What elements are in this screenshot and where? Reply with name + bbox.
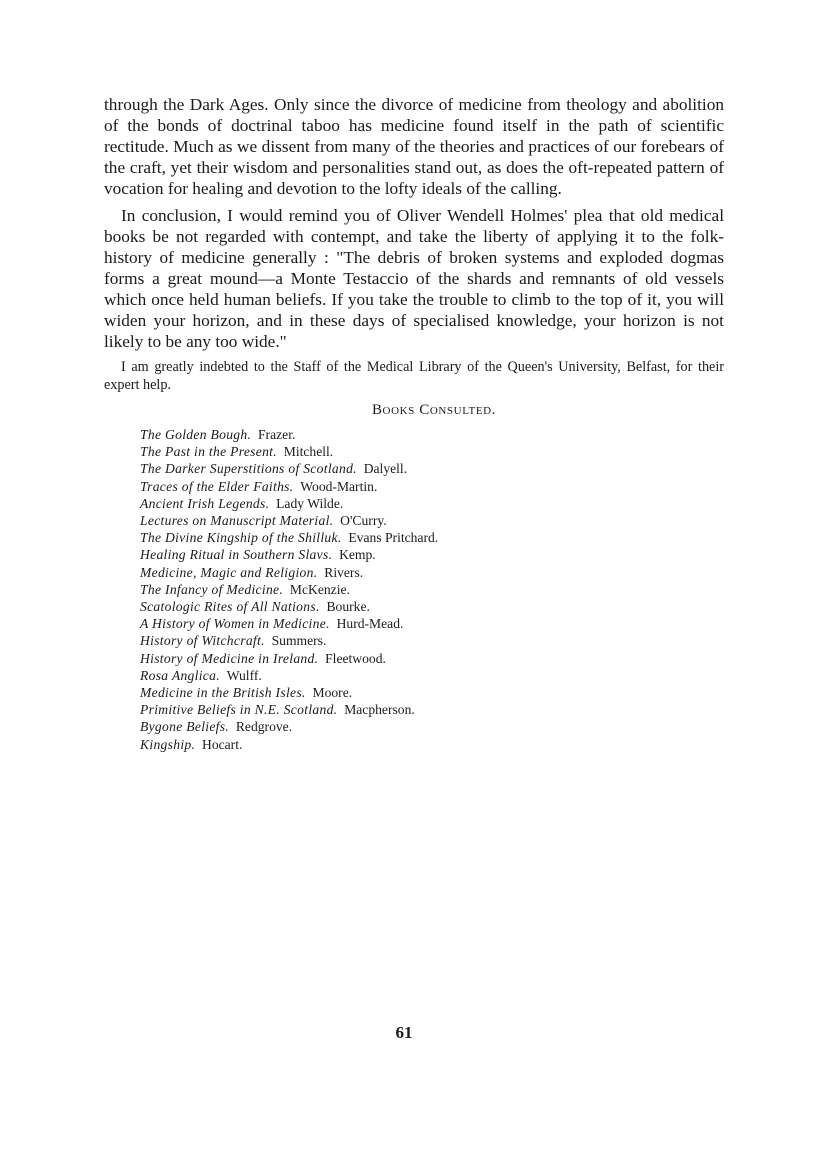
book-title: History of Witchcraft.: [140, 633, 265, 649]
book-title: Rosa Anglica.: [140, 667, 220, 683]
book-title: Primitive Beliefs in N.E. Scotland.: [140, 702, 338, 718]
book-title: Medicine in the British Isles.: [140, 685, 306, 701]
book-author: Evans Pritchard.: [348, 530, 439, 546]
book-author: Kemp.: [339, 547, 376, 563]
book-entry: [140, 701, 724, 718]
book-title: The Divine Kingship of the Shilluk.: [140, 530, 342, 546]
acknowledgement: I am greatly indebted to the Staff of the Medical Library of the Queen's University, Belfast, for their expert help.: [104, 359, 724, 393]
page-number: 61: [395, 1023, 413, 1042]
page-body: [104, 94, 724, 753]
book-author: Hurd-Mead.: [336, 616, 404, 632]
book-author: Hocart.: [202, 736, 243, 752]
book-title: The Golden Bough.: [140, 427, 252, 442]
book-title: Lectures on Manuscript Material.: [140, 513, 334, 529]
book-title: Healing Ritual in Southern Slavs.: [140, 547, 333, 563]
book-entry: [140, 426, 724, 443]
book-entry: [140, 684, 724, 701]
book-entry: [140, 443, 724, 460]
book-author: Bourke.: [326, 599, 370, 615]
book-title: Scatologic Rites of All Nations.: [140, 599, 320, 615]
body-paragraph-1: through the Dark Ages. Only since the divorce of medicine from theology and abolition of the bonds of doctrinal taboo has medicine found itself in the path of scientific rectitude. Much as we dissent from many of the theories and practices of our forebears of the craft, yet their wisdom and personalities stand out, as does the oft-repeated pattern of vocation for healing and devotion to the lofty ideals of the calling.: [104, 95, 724, 198]
book-author: Dalyell.: [363, 461, 408, 477]
books-consulted-list: [140, 426, 724, 753]
book-entry: [140, 460, 724, 477]
book-author: Moore.: [312, 685, 353, 701]
book-entry: [140, 529, 724, 546]
book-author: O'Curry.: [340, 513, 387, 529]
book-author: Macpherson.: [344, 702, 415, 718]
book-entry: [140, 581, 724, 598]
book-title: The Darker Superstitions of Scotland.: [140, 461, 357, 477]
book-author: Summers.: [271, 633, 327, 649]
book-author: Lady Wilde.: [276, 495, 344, 511]
book-entry: [140, 736, 724, 753]
book-entry: [140, 650, 724, 667]
book-author: Mitchell.: [283, 444, 334, 460]
book-title: The Past in the Present.: [140, 444, 277, 460]
book-entry: [140, 615, 724, 632]
book-entry: [140, 564, 724, 581]
book-entry: [140, 478, 724, 495]
book-entry: [140, 598, 724, 615]
book-author: Rivers.: [324, 564, 364, 580]
book-author: Redgrove.: [235, 719, 293, 735]
book-title: A History of Women in Medicine.: [140, 616, 330, 632]
body-paragraph-2: In conclusion, I would remind you of Oliver Wendell Holmes' plea that old medical books be not regarded with contempt, and take the liberty of applying it to the folk-history of medicine generally : "The debris of broken systems and exploded dogmas forms a great mound—a Monte Testaccio of the shards and remnants of old vessels which once held human beliefs. If you take the trouble to climb to the top of it, you will widen your horizon, and in these days of specialised knowledge, your horizon is not likely to be any too wide.": [104, 206, 724, 351]
book-title: Ancient Irish Legends.: [140, 495, 270, 511]
book-author: Fleetwood.: [325, 650, 386, 666]
book-entry: [140, 632, 724, 649]
book-title: History of Medicine in Ireland.: [140, 650, 319, 666]
book-title: The Infancy of Medicine.: [140, 581, 284, 597]
page-number-container: [0, 1023, 816, 1043]
book-entry: [140, 667, 724, 684]
book-author: McKenzie.: [289, 581, 350, 597]
book-entry: [140, 512, 724, 529]
book-entry: [140, 718, 724, 735]
book-entry: [140, 546, 724, 563]
book-title: Medicine, Magic and Religion.: [140, 564, 318, 580]
book-title: Kingship.: [140, 736, 196, 752]
book-author: Wood-Martin.: [300, 478, 378, 494]
book-entry: [140, 495, 724, 512]
book-title: Traces of the Elder Faiths.: [140, 478, 294, 494]
book-author: Frazer.: [258, 427, 296, 442]
book-author: Wulff.: [226, 667, 262, 683]
books-consulted-heading: Books Consulted.: [371, 402, 497, 418]
book-title: Bygone Beliefs.: [140, 719, 230, 735]
